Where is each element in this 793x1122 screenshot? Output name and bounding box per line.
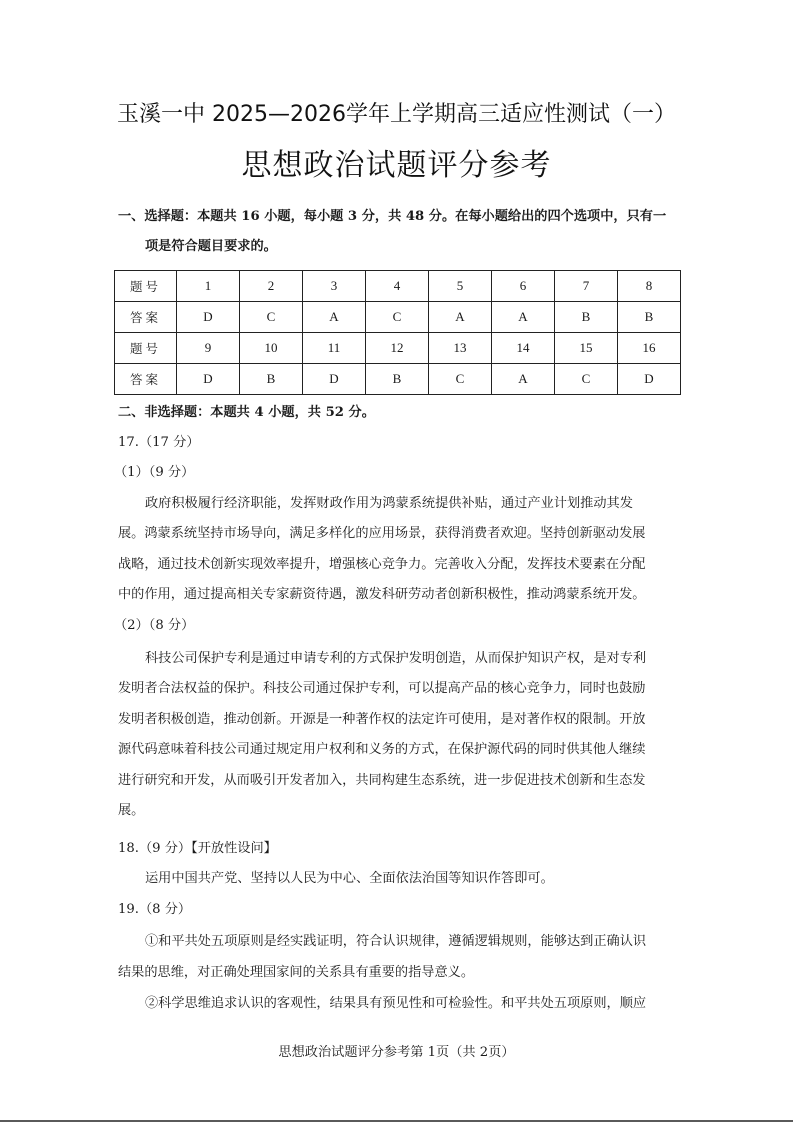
- q17-part2-text: 科技公司保护专利是通过申请专利的方式保护发明创造，从而保护知识产权，是对专利: [145, 651, 647, 666]
- q17-part1-text: 战略，通过技术创新实现效率提升，增强核心竞争力。完善收入分配，发挥技术要素在分配: [118, 557, 646, 572]
- answer-cell: B: [618, 302, 681, 333]
- section1-heading-cont: 项是符合题目要求的。: [145, 239, 277, 254]
- q17-part2-label: （2）（8 分）: [114, 618, 195, 633]
- page-footer: 思想政治试题评分参考第 1页（共 2页）: [278, 1045, 515, 1060]
- answer-cell: D: [177, 302, 240, 333]
- q17-part2-text: 发明者积极创造，推动创新。开源是一种著作权的法定许可使用，是对著作权的限制。开放: [118, 712, 646, 727]
- question-number: 10: [240, 333, 303, 364]
- question-number: 4: [366, 271, 429, 302]
- section2-heading: 二、非选择题：本题共 4 小题，共 52 分。: [118, 405, 375, 420]
- q17-label: 17.（17 分）: [118, 435, 200, 450]
- question-number: 11: [303, 333, 366, 364]
- question-number: 7: [555, 271, 618, 302]
- answer-cell: C: [429, 364, 492, 395]
- q19-text: ②科学思维追求认识的客观性，结果具有预见性和可检验性。和平共处五项原则，顺应: [145, 996, 647, 1011]
- answer-cell: D: [303, 364, 366, 395]
- q19-text: 结果的思维，对正确处理国家间的关系具有重要的指导意义。: [118, 965, 475, 980]
- row-label: 答案: [115, 302, 177, 333]
- question-number: 15: [555, 333, 618, 364]
- q17-part2-text: 展。: [118, 803, 145, 818]
- question-number: 8: [618, 271, 681, 302]
- q18-label: 18.（9 分）【开放性设问】: [118, 841, 277, 856]
- answer-cell: A: [429, 302, 492, 333]
- q17-part1-label: （1）（9 分）: [114, 465, 195, 480]
- row-label: 题号: [115, 333, 177, 364]
- question-number: 16: [618, 333, 681, 364]
- q17-part2-text: 进行研究和开发，从而吸引开发者加入，共同构建生态系统，进一步促进技术创新和生态发: [118, 773, 646, 788]
- answer-table: [114, 270, 681, 395]
- q18-text: 运用中国共产党、坚持以人民为中心、全面依法治国等知识作答即可。: [145, 871, 554, 886]
- answer-cell: C: [240, 302, 303, 333]
- answer-cell: A: [492, 364, 555, 395]
- question-number: 14: [492, 333, 555, 364]
- question-number: 1: [177, 271, 240, 302]
- answer-cell: A: [303, 302, 366, 333]
- question-number: 2: [240, 271, 303, 302]
- answer-row: [115, 302, 681, 333]
- question-number: 13: [429, 333, 492, 364]
- answer-cell: C: [555, 364, 618, 395]
- document-title: 思想政治试题评分参考: [241, 148, 552, 183]
- exam-title: 玉溪一中 2025—2026学年上学期高三适应性测试（一）: [117, 102, 676, 127]
- answer-cell: C: [366, 302, 429, 333]
- question-number: 5: [429, 271, 492, 302]
- answer-cell: D: [618, 364, 681, 395]
- answer-cell: D: [177, 364, 240, 395]
- question-number: 6: [492, 271, 555, 302]
- question-number-row: [115, 271, 681, 302]
- answer-cell: B: [240, 364, 303, 395]
- answer-cell: B: [555, 302, 618, 333]
- q17-part1-text: 政府积极履行经济职能，发挥财政作用为鸿蒙系统提供补贴，通过产业计划推动其发: [145, 496, 633, 511]
- section1-heading: 一、选择题：本题共 16 小题，每小题 3 分，共 48 分。在每小题给出的四个选项中，只有一: [118, 209, 667, 224]
- q17-part2-text: 发明者合法权益的保护。科技公司通过保护专利，可以提高产品的核心竞争力，同时也鼓励: [118, 681, 646, 696]
- q17-part2-text: 源代码意味着科技公司通过规定用户权利和义务的方式，在保护源代码的同时供其他人继续: [118, 742, 646, 757]
- q17-part1-text: 中的作用，通过提高相关专家薪资待遇，激发科研劳动者创新积极性，推动鸿蒙系统开发。: [118, 587, 646, 602]
- q19-label: 19.（8 分）: [118, 902, 192, 917]
- q17-part1-text: 展。鸿蒙系统坚持市场导向，满足多样化的应用场景，获得消费者欢迎。坚持创新驱动发展: [118, 526, 646, 541]
- row-label: 答案: [115, 364, 177, 395]
- question-number: 12: [366, 333, 429, 364]
- answer-row: [115, 364, 681, 395]
- question-number-row: [115, 333, 681, 364]
- question-number: 9: [177, 333, 240, 364]
- row-label: 题号: [115, 271, 177, 302]
- q19-text: ①和平共处五项原则是经实践证明，符合认识规律，遵循逻辑规则，能够达到正确认识: [145, 934, 647, 949]
- answer-cell: B: [366, 364, 429, 395]
- question-number: 3: [303, 271, 366, 302]
- answer-cell: A: [492, 302, 555, 333]
